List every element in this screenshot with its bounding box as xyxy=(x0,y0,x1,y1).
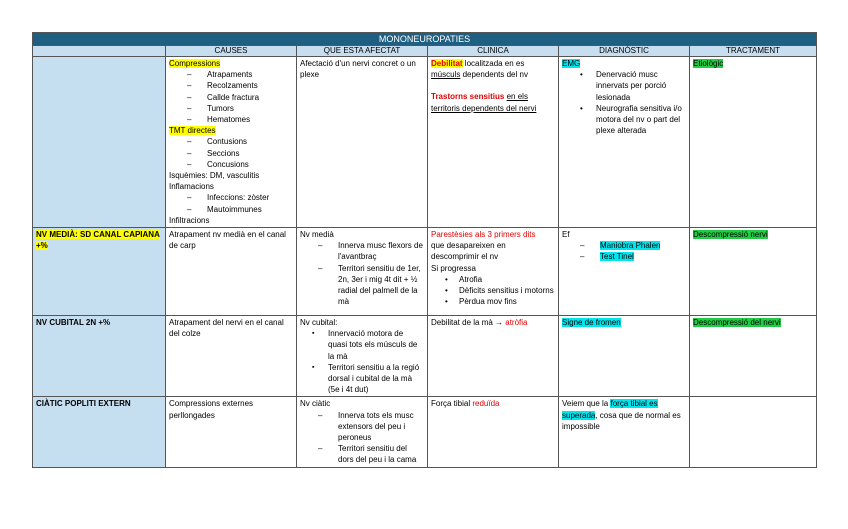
treatment-cell xyxy=(690,397,817,467)
list-item: ▪ Innervació motora de quasi tots els músculs de la mà xyxy=(300,328,424,362)
clinic-cell xyxy=(428,397,559,467)
causes-infiltration: Infiltracions xyxy=(169,215,210,225)
clinic-line: Si progressa xyxy=(431,263,476,273)
causes-inflammation: Inflamacions xyxy=(169,182,214,192)
clinic-reduced: reduïda xyxy=(472,399,500,409)
header-causes: CAUSES xyxy=(166,46,297,57)
row-label-ulnar: NV CUBITAL 2N +% xyxy=(33,316,166,397)
causes-cell: Compressions externes perllongades xyxy=(166,397,297,467)
diag-highlight: força tibial es superada xyxy=(562,399,658,420)
table-row-general xyxy=(33,57,817,228)
clinic-text: Força tibial xyxy=(431,399,473,409)
diagnostic-cell xyxy=(559,228,690,316)
affected-cell xyxy=(297,397,428,467)
treatment-text: Descompressió nervi xyxy=(693,230,768,240)
list-item: • Denervació musc innervats per porció lesionada xyxy=(562,69,686,103)
clinic-line: que desapareixen en xyxy=(431,241,506,251)
list-item: – Tumors xyxy=(169,103,293,114)
diag-text: , cosa que de normal es impossible xyxy=(562,410,681,431)
list-item: – Infeccions: zòster xyxy=(169,192,293,203)
table-row-sciatic xyxy=(33,397,817,467)
treatment-cell xyxy=(690,228,817,316)
list-item: • Pèrdua mov fins xyxy=(431,296,555,307)
diag-tinel: Test Tinel xyxy=(600,252,634,262)
causes-group-compressions: Compressions xyxy=(169,59,221,68)
treatment-text: Descompressió del nervi xyxy=(693,318,781,328)
list-item: • Dèficits sensitius i motorns xyxy=(431,285,555,296)
clinic-sensory: Trastorns sensitius xyxy=(431,92,505,102)
affected-cell xyxy=(297,228,428,316)
diag-phalen: Maniobra Phalen xyxy=(600,241,661,251)
affected-list xyxy=(300,328,424,395)
row-label-median xyxy=(33,228,166,316)
list-item: – Concusions xyxy=(169,159,293,170)
list-item: – Mautoimmunes xyxy=(169,204,293,215)
affected-head: Nv medià xyxy=(300,230,334,240)
clinic-cell xyxy=(428,316,559,397)
list-item: – Callde fractura xyxy=(169,92,293,103)
clinic-atrophy: atròfia xyxy=(503,318,528,328)
diagnostic-cell xyxy=(559,316,690,397)
clinic-text: localitzada en es xyxy=(462,59,525,68)
diag-froment: Signe de fromen xyxy=(562,318,621,328)
clinic-muscles: músculs xyxy=(431,70,461,80)
list-item: – Seccions xyxy=(169,148,293,159)
mononeuropathies-table xyxy=(32,32,817,468)
diagnostic-cell xyxy=(559,57,690,228)
list-item xyxy=(562,251,686,262)
treatment-cell xyxy=(690,316,817,397)
list-item: – Territori sensitiu de 1er, 2n, 3er i mig 4t dit + ½ radial del palmell de la mà xyxy=(300,263,424,308)
list-item: – Territori sensitiu del dors del peu i la cama xyxy=(300,443,424,465)
affected-head: Nv cubital: xyxy=(300,318,338,328)
list-item: ▪ Territori sensitiu a la regió dorsal i cubital de la mà (5e i 4t dut) xyxy=(300,362,424,396)
affected-cell xyxy=(297,316,428,397)
row-label-general xyxy=(33,57,166,228)
diag-head: Ef xyxy=(562,230,570,240)
table-row-ulnar xyxy=(33,316,817,397)
diagnostic-cell xyxy=(559,397,690,467)
clinic-list xyxy=(431,274,555,308)
clinic-cell xyxy=(428,57,559,228)
clinic-cell xyxy=(428,228,559,316)
list-item: – Hematomes xyxy=(169,114,293,125)
clinic-line: descomprimir el nv xyxy=(431,252,499,262)
affected-cell: Afectació d'un nervi concret o un plexe xyxy=(297,57,428,228)
list-item: • Atrofia xyxy=(431,274,555,285)
header-empty xyxy=(33,46,166,57)
list-item xyxy=(562,240,686,251)
causes-group-tmt: TMT directes xyxy=(169,126,216,136)
list-item: – Innerva tots els musc extensors del peu i peroneus xyxy=(300,410,424,444)
treatment-cell xyxy=(690,57,817,228)
causes-cell: Atrapament del nervi en el canal del colze xyxy=(166,316,297,397)
compressions-list xyxy=(169,69,293,125)
list-item: • Neurografia sensitiva i/o motora del nv o part del plexe alterada xyxy=(562,103,686,137)
causes-cell: Atrapament nv medià en el canal de carp xyxy=(166,228,297,316)
header-treatment: TRACTAMENT xyxy=(690,46,817,57)
tmt-list xyxy=(169,136,293,170)
diag-emg: EMG xyxy=(562,59,581,68)
diag-list xyxy=(562,240,686,262)
clinic-text: Debilitat de la mà xyxy=(431,318,496,328)
inflammation-list xyxy=(169,192,293,214)
median-label: NV MEDIÀ: SD CANAL CAPIANA +% xyxy=(36,230,160,251)
list-item: – Contusions xyxy=(169,136,293,147)
clinic-text: dependents del nv xyxy=(460,70,528,80)
list-item: – Innerva musc flexors de l'avantbraç xyxy=(300,240,424,262)
header-affected: QUE ESTA AFECTAT xyxy=(297,46,428,57)
affected-head: Nv ciàtic xyxy=(300,399,331,409)
clinic-territories: en els territoris dependents del nervi xyxy=(431,92,537,113)
affected-list xyxy=(300,410,424,466)
list-item: – Recolzaments xyxy=(169,80,293,91)
clinic-paresthesia: Parestèsies als 3 primers dits xyxy=(431,230,536,240)
header-clinic: CLINICA xyxy=(428,46,559,57)
list-item: – Atrapaments xyxy=(169,69,293,80)
row-label-sciatic: CIÀTIC POPLITI EXTERN xyxy=(33,397,166,467)
arrow-right-icon: → xyxy=(495,318,504,328)
table-title: MONONEUROPATIES xyxy=(33,33,817,46)
header-diagnostic: DIAGNÒSTIC xyxy=(559,46,690,57)
diag-text: Veiem que la xyxy=(562,399,611,409)
treatment-text: Etiològic xyxy=(693,59,724,68)
table-row-median xyxy=(33,228,817,316)
causes-cell xyxy=(166,57,297,228)
causes-ischemia: Isquèmies: DM, vasculitis xyxy=(169,171,260,181)
diag-list xyxy=(562,69,686,136)
affected-list xyxy=(300,240,424,307)
clinic-weakness: Debilitat xyxy=(431,59,463,68)
